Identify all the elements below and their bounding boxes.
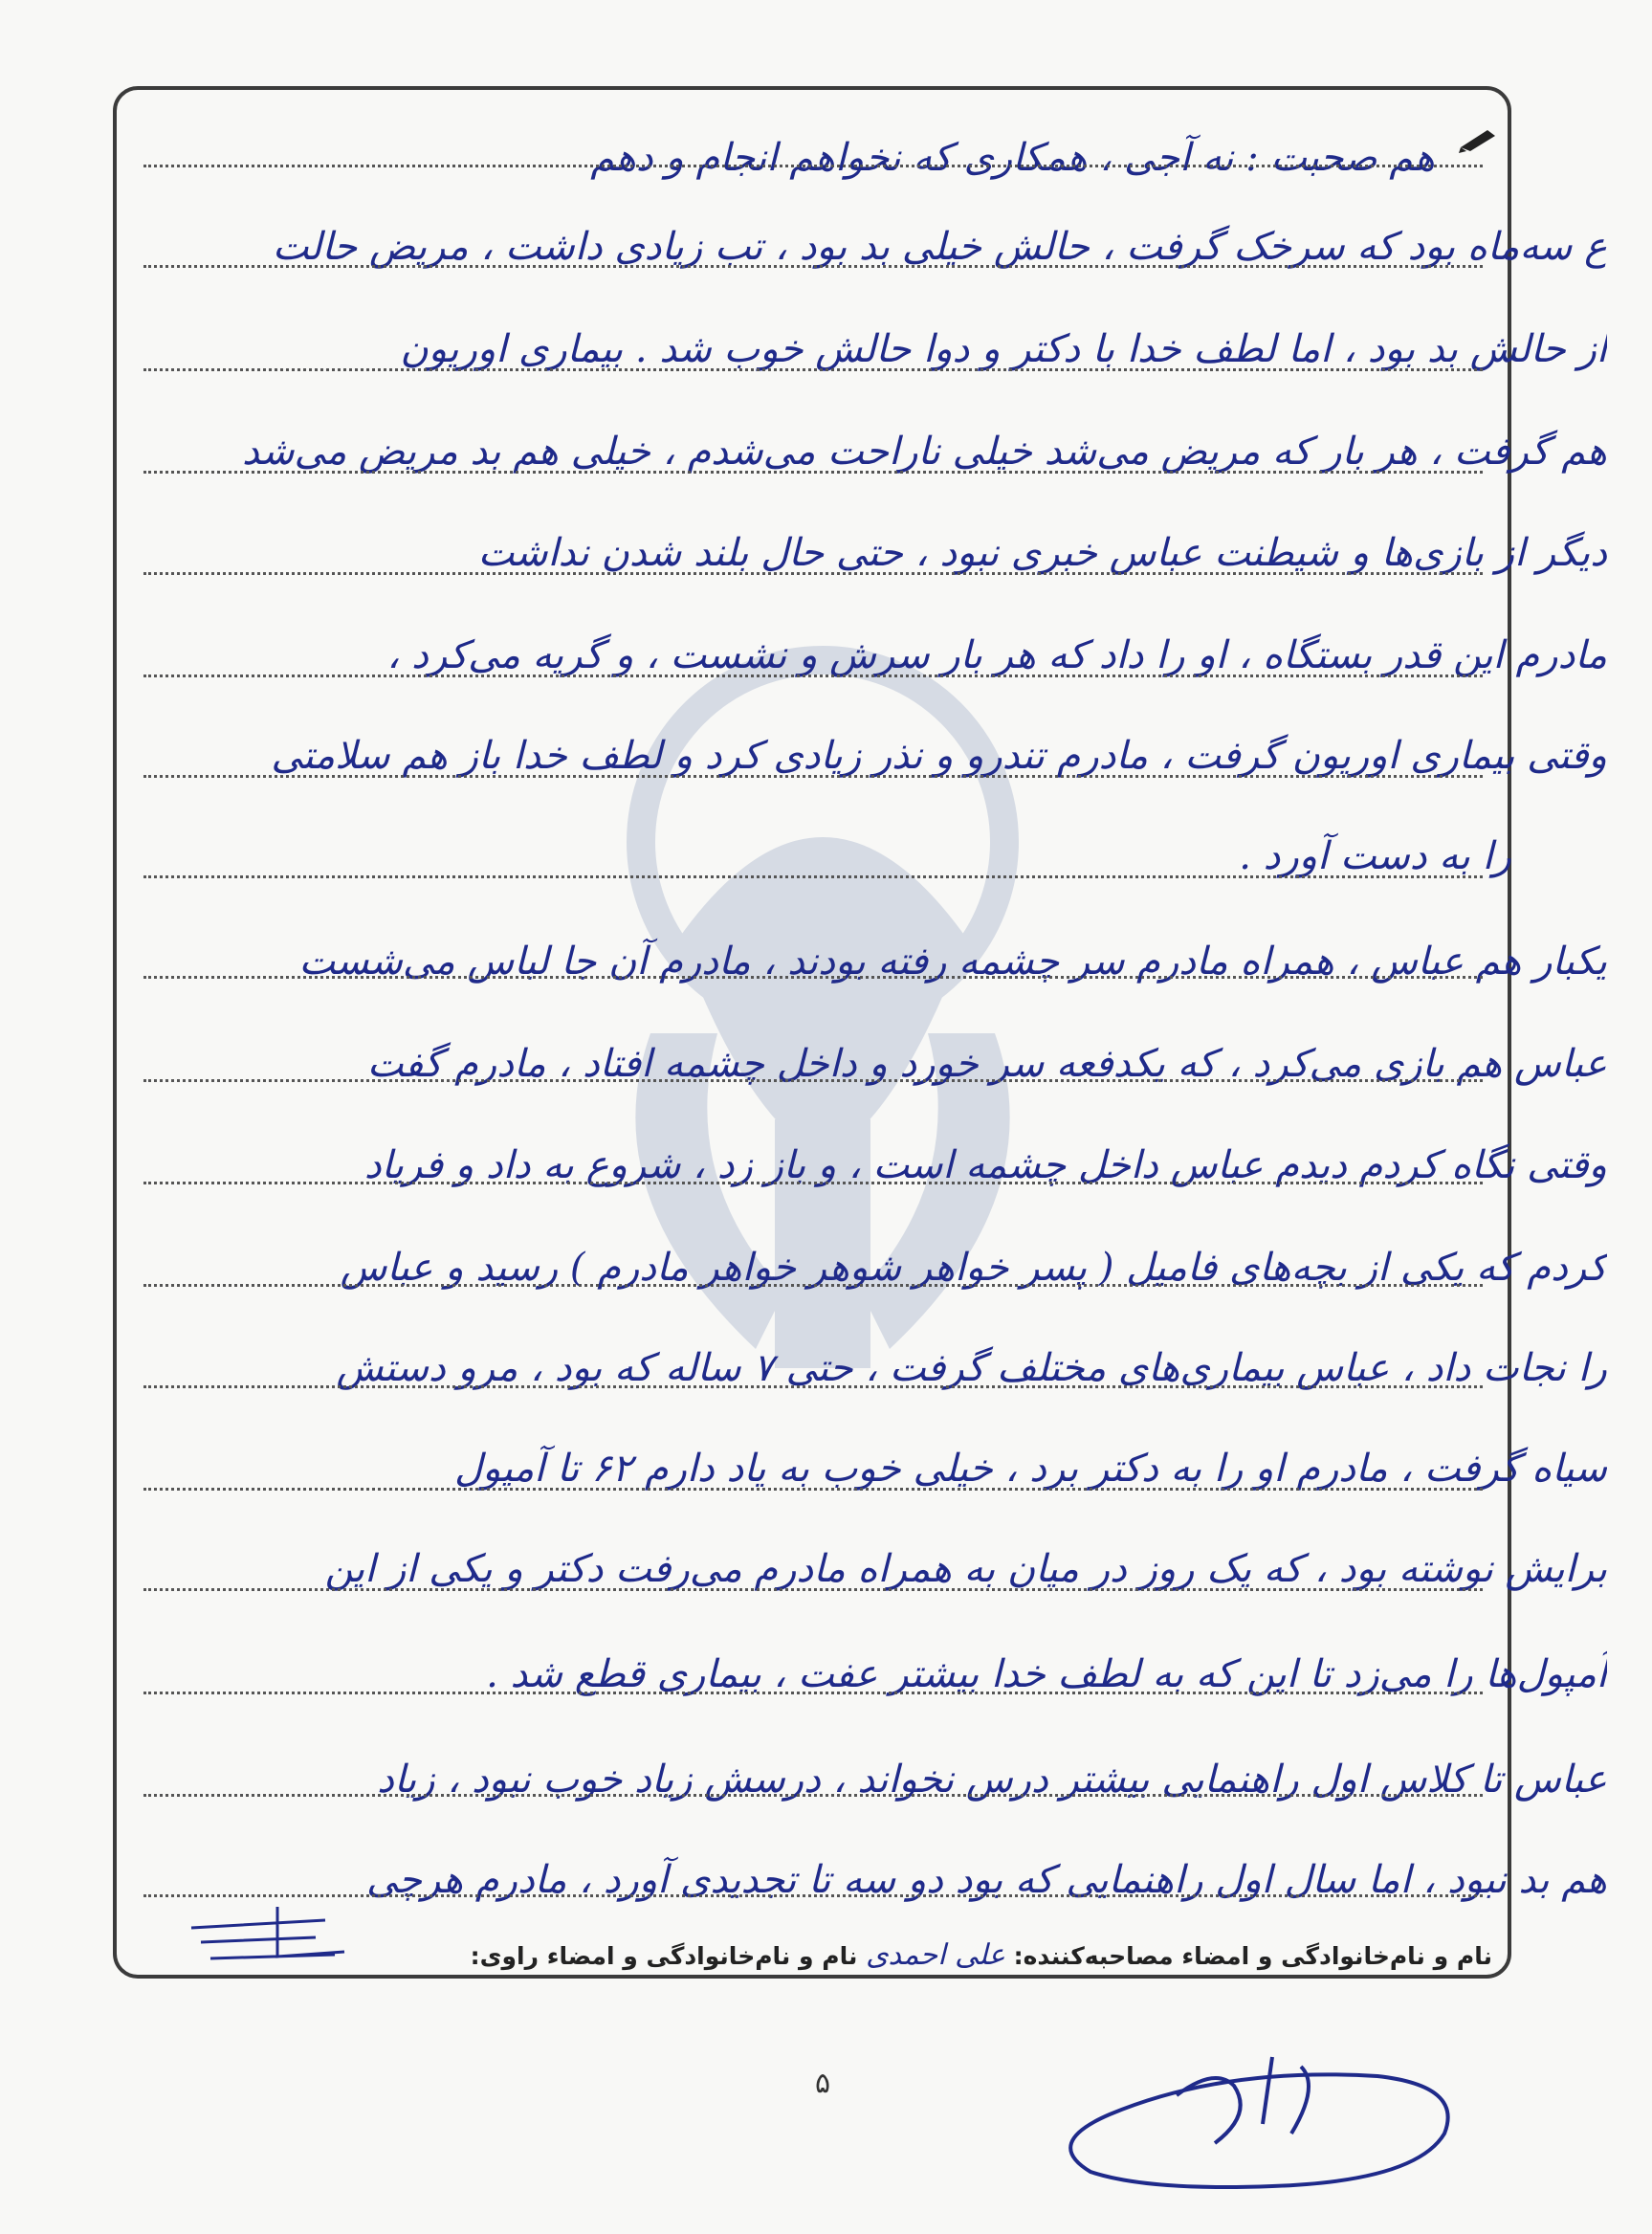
ruled-line bbox=[143, 1079, 1483, 1082]
handwritten-line: یکبار هم عباس ، همراه مادرم سر چشمه رفته بودند ، مادرم آن جا لباس می‌شست bbox=[298, 940, 1607, 984]
handwritten-line: هم بد نبود ، اما سال اول راهنمایی که بود دو سه تا تجدیدی آورد ، مادرم هرچی bbox=[365, 1858, 1607, 1902]
ruled-line bbox=[143, 1182, 1483, 1184]
ruled-line bbox=[143, 1794, 1483, 1797]
signature-row bbox=[143, 1938, 1492, 1972]
narrator-label: نام و نام‌خانوادگی و امضاء راوی: bbox=[470, 1942, 858, 1970]
ruled-line bbox=[143, 1588, 1483, 1591]
ruled-line bbox=[143, 976, 1483, 979]
handwritten-line: هم گرفت ، هر بار که مریض می‌شد خیلی ناراحت می‌شدم ، خیلی هم بد مریض می‌شد bbox=[242, 430, 1607, 474]
handwritten-line: را نجات داد ، عباس بیماری‌های مختلف گرفت ، حتی ۷ ساله که بود ، مرو دستش bbox=[336, 1346, 1607, 1390]
handwritten-line: دیگر از بازی‌ها و شیطنت عباس خبری نبود ، حتی حال بلند شدن نداشت bbox=[477, 531, 1607, 575]
ruled-line bbox=[143, 572, 1483, 575]
handwritten-line: را به دست آورد . bbox=[1239, 834, 1511, 878]
ruled-line bbox=[143, 1488, 1483, 1491]
handwritten-line: ع سه‌ماه بود که سرخک گرفت ، حالش خیلی بد بود ، تب زیادی داشت ، مریض حالت bbox=[272, 225, 1607, 269]
handwritten-line: سیاه گرفت ، مادرم او را به دکتر برد ، خیلی خوب به یاد دارم ۶۲ تا آمپول bbox=[454, 1447, 1607, 1491]
handwritten-line: آمپول‌ها را می‌زد تا این که به لطف خدا بیشتر عفت ، بیماری قطع شد . bbox=[486, 1652, 1607, 1696]
handwritten-line: عباس هم بازی می‌کرد ، که یکدفعه سر خورد و داخل چشمه افتاد ، مادرم گفت bbox=[366, 1042, 1607, 1086]
handwritten-line: برایش نوشته بود ، که یک روز در میان به همراه مادرم می‌رفت دکتر و یکی از این bbox=[324, 1547, 1607, 1591]
handwritten-line: وقتی نگاه کردم دیدم عباس داخل چشمه است ، و باز زد ، شروع به داد و فریاد bbox=[363, 1143, 1607, 1187]
interviewer-name: علی احمدی bbox=[866, 1938, 1005, 1972]
ruled-line bbox=[143, 775, 1483, 778]
page-number: ۵ bbox=[814, 2067, 831, 2100]
ruled-line bbox=[143, 675, 1483, 677]
narrator-signature bbox=[1033, 2028, 1473, 2201]
pencil-icon bbox=[1459, 126, 1497, 153]
ruled-line bbox=[143, 165, 1483, 167]
handwritten-line: مادرم این قدر بستگاه ، او را داد که هر بار سرش و نشست ، و گریه می‌کرد ، bbox=[386, 633, 1607, 677]
ruled-line bbox=[143, 1692, 1483, 1694]
ruled-line bbox=[143, 368, 1483, 371]
handwritten-line: کردم که یکی از بچه‌های فامیل ( پسر خواهر شوهر خواهر مادرم ) رسید و عباس bbox=[340, 1246, 1607, 1290]
ruled-line bbox=[143, 875, 1483, 878]
handwritten-line: عباس تا کلاس اول راهنمایی بیشتر درس نخواند ، درسش زیاد خوب نبود ، زیاد bbox=[377, 1758, 1607, 1802]
ruled-line bbox=[143, 265, 1483, 268]
prompt-line: هم صحبت : نه آجی ، همکاری که نخواهم انجام و دهم bbox=[590, 136, 1435, 180]
handwritten-line: از حالش بد بود ، اما لطف خدا با دکتر و دوا حالش خوب شد . بیماری اوریون bbox=[400, 327, 1607, 371]
interviewer-label: نام و نام‌خانوادگی و امضاء مصاحبه‌کننده: bbox=[1013, 1942, 1492, 1970]
ruled-line bbox=[143, 471, 1483, 474]
ruled-line bbox=[143, 1385, 1483, 1388]
ruled-line bbox=[143, 1284, 1483, 1287]
handwritten-line: وقتی بیماری اوریون گرفت ، مادرم تندرو و نذر زیادی کرد و لطف خدا باز هم سلامتی bbox=[271, 734, 1607, 778]
ruled-line bbox=[143, 1894, 1483, 1897]
